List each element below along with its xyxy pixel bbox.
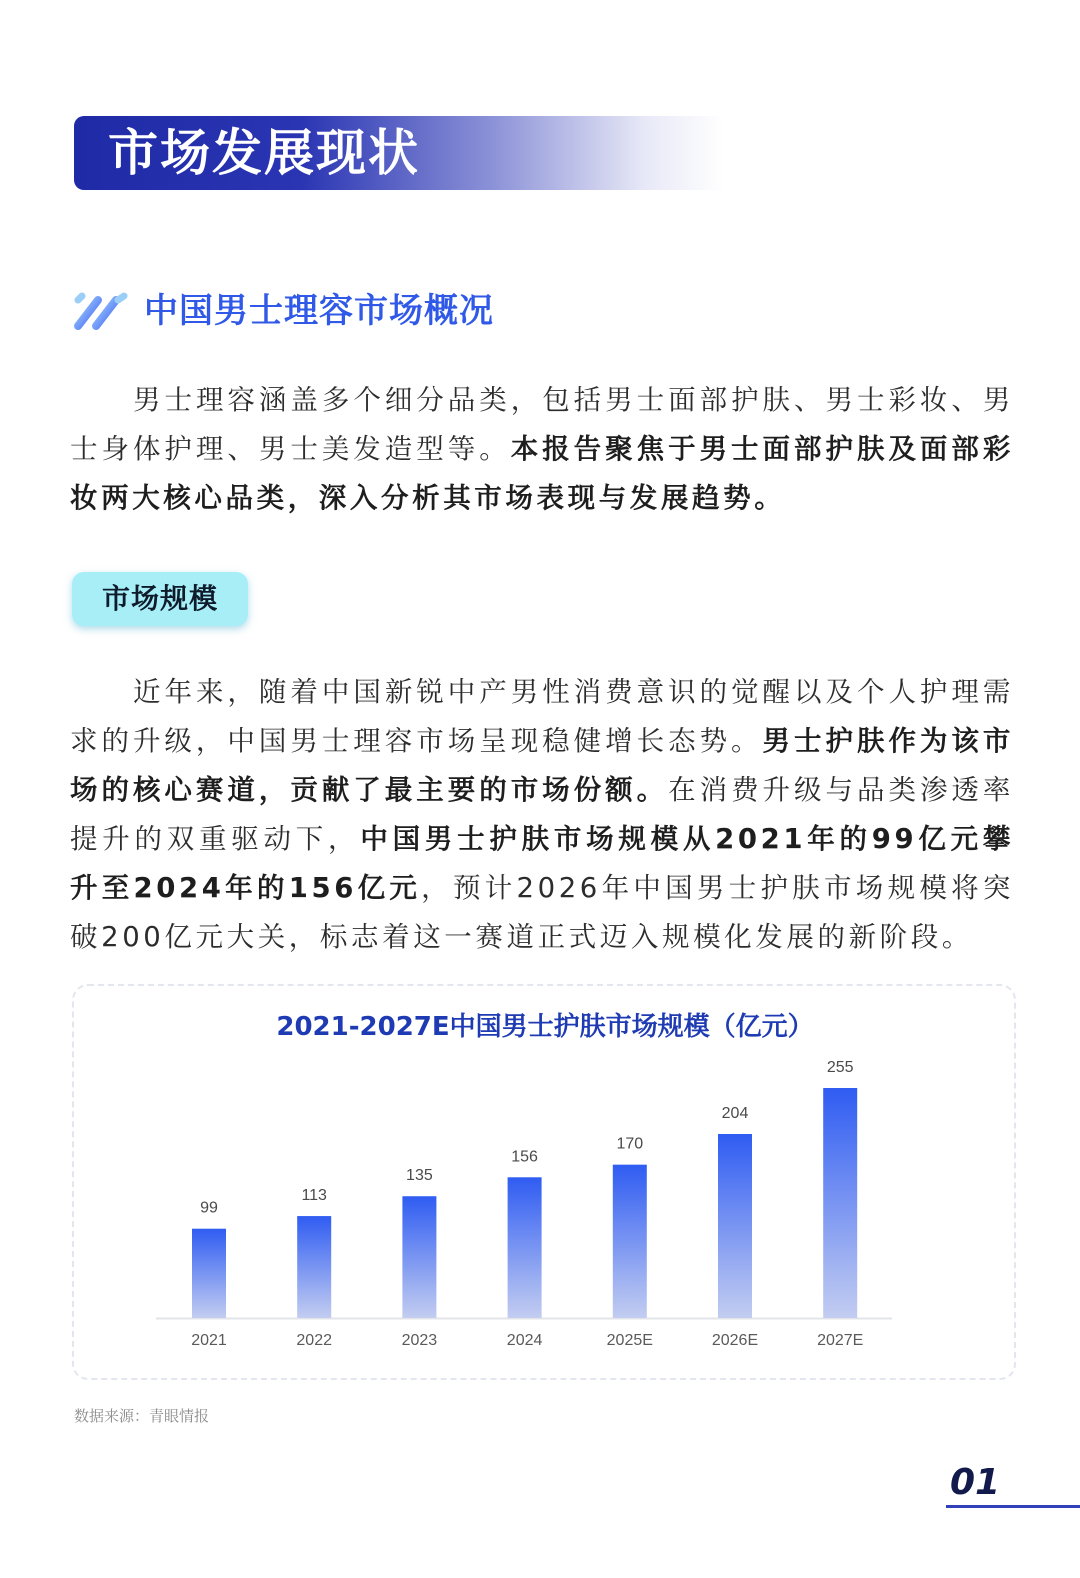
page-title: 市场发展现状 xyxy=(108,124,420,182)
x-tick-2027E: 2027E xyxy=(817,1332,864,1349)
bar-2023 xyxy=(402,1196,436,1318)
bar-2021 xyxy=(192,1229,226,1318)
data-label-2026E: 204 xyxy=(721,1105,749,1122)
bar-2027E xyxy=(823,1088,857,1318)
x-tick-2024: 2024 xyxy=(506,1332,543,1349)
market-text-3: ，预计2026年中国男士护肤市场规模将突破200亿元大关，标志着这一赛道正式迈入规模化发展的新阶段。 xyxy=(70,872,1014,953)
data-label-2023: 135 xyxy=(406,1167,433,1185)
page-number-underline xyxy=(946,1505,1080,1508)
section-title: 中国男士理容市场概况 xyxy=(144,291,494,331)
subsection-label: 市场规模 xyxy=(101,582,218,615)
bar-2022 xyxy=(297,1216,331,1318)
data-label-2025E: 170 xyxy=(616,1135,644,1153)
page-number: 01 xyxy=(950,1462,1001,1503)
x-tick-2023: 2023 xyxy=(401,1332,438,1349)
market-bold-2: 中国男士护肤市场规模从2021年的99亿元攀升至2024年的156亿元 xyxy=(70,823,1014,904)
market-bold-1: 男士护肤作为该市场的核心赛道，贡献了最主要的市场份额。 xyxy=(70,725,1014,806)
data-label-2022: 113 xyxy=(301,1187,327,1205)
bar-2026E xyxy=(718,1134,752,1318)
x-tick-2025E: 2025E xyxy=(606,1332,653,1349)
data-label-2021: 99 xyxy=(200,1199,218,1217)
x-tick-2021: 2021 xyxy=(191,1332,227,1349)
data-source: 数据来源：青眼情报 xyxy=(74,1407,210,1425)
chart-title: 2021-2027E中国男士护肤市场规模（亿元） xyxy=(276,1012,814,1042)
bar-2025E xyxy=(613,1165,647,1318)
x-tick-2026E: 2026E xyxy=(711,1332,759,1349)
data-label-2024: 156 xyxy=(511,1148,538,1166)
data-label-2027E: 255 xyxy=(826,1059,854,1076)
market-text-1: 近年来，随着中国新锐中产男性消费意识的觉醒以及个人护理需求的升级，中国男士理容市场呈现稳健增长态势。 xyxy=(70,676,1014,757)
market-text-2: 在消费升级与品类渗透率提升的双重驱动下， xyxy=(70,774,1014,855)
x-tick-2022: 2022 xyxy=(296,1332,332,1349)
bar-2024 xyxy=(508,1177,542,1318)
intro-bold-text: 本报告聚焦于男士面部护肤及面部彩妆两大核心品类，深入分析其市场表现与发展趋势。 xyxy=(70,433,1014,514)
intro-text: 男士理容涵盖多个细分品类，包括男士面部护肤、男士彩妆、男士身体护理、男士美发造型等。 xyxy=(70,384,1014,465)
